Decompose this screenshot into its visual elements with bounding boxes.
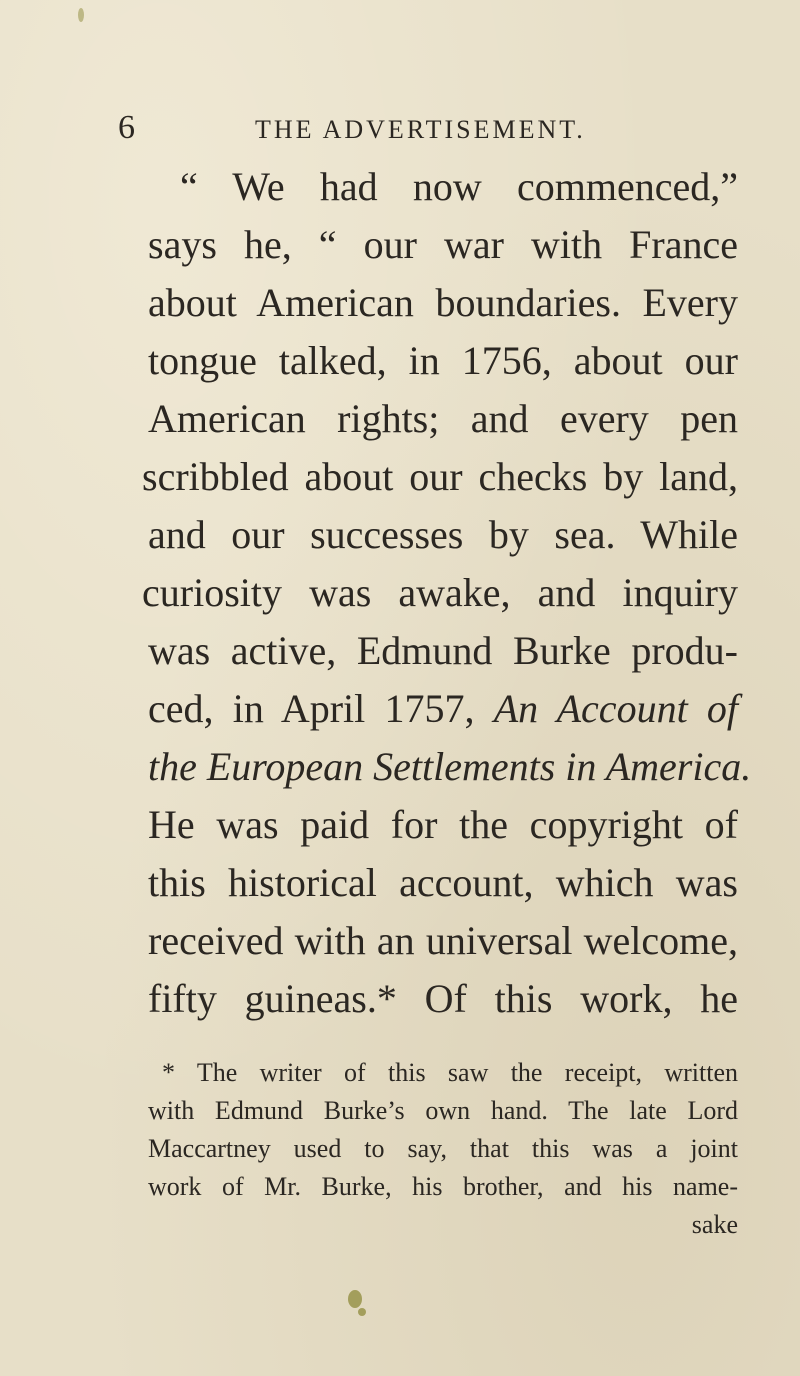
- body-line: fifty guineas.* Of this work, he: [148, 976, 738, 1021]
- body-line-text: ced, in April 1757,: [148, 686, 475, 731]
- body-line-with-title: [148, 680, 738, 738]
- body-line: “ We had now commenced,”: [180, 164, 738, 209]
- body-line: this historical account, which was: [148, 860, 738, 905]
- footnote-line: work of Mr. Burke, his brother, and his name-: [148, 1172, 738, 1201]
- body-line: and our successes by sea. While: [148, 512, 738, 557]
- footnote: [148, 1054, 738, 1244]
- body-line: He was paid for the copyright of: [148, 802, 738, 847]
- running-head: [0, 108, 800, 148]
- footnote-line: with Edmund Burke’s own hand. The late Lord: [148, 1096, 738, 1125]
- catchword: sake: [691, 1210, 738, 1239]
- body-line: received with an universal welcome,: [148, 918, 738, 963]
- book-title-italic-1: An Account of: [493, 686, 738, 731]
- body-line: about American boundaries. Every: [148, 280, 738, 325]
- page-number: 6: [118, 109, 135, 146]
- footnote-line: Maccartney used to say, that this was a joint: [148, 1134, 738, 1163]
- body-line: scribbled about our checks by land,: [142, 454, 738, 499]
- body-line: American rights; and every pen: [148, 396, 738, 441]
- body-text: [142, 158, 752, 1028]
- body-line: says he, “ our war with France: [148, 222, 738, 267]
- ink-stain: [348, 1290, 362, 1308]
- body-line: curiosity was awake, and inquiry: [142, 570, 738, 615]
- body-line: was active, Edmund Burke produ-: [148, 628, 738, 673]
- body-line: tongue talked, in 1756, about our: [148, 338, 738, 383]
- running-head-title: THE ADVERTISEMENT.: [255, 115, 586, 144]
- ink-stain: [78, 8, 84, 22]
- ink-stain: [358, 1308, 366, 1316]
- footnote-line: * The writer of this saw the receipt, written: [162, 1058, 738, 1087]
- book-title-italic-2: the European Settlements in America.: [148, 744, 752, 789]
